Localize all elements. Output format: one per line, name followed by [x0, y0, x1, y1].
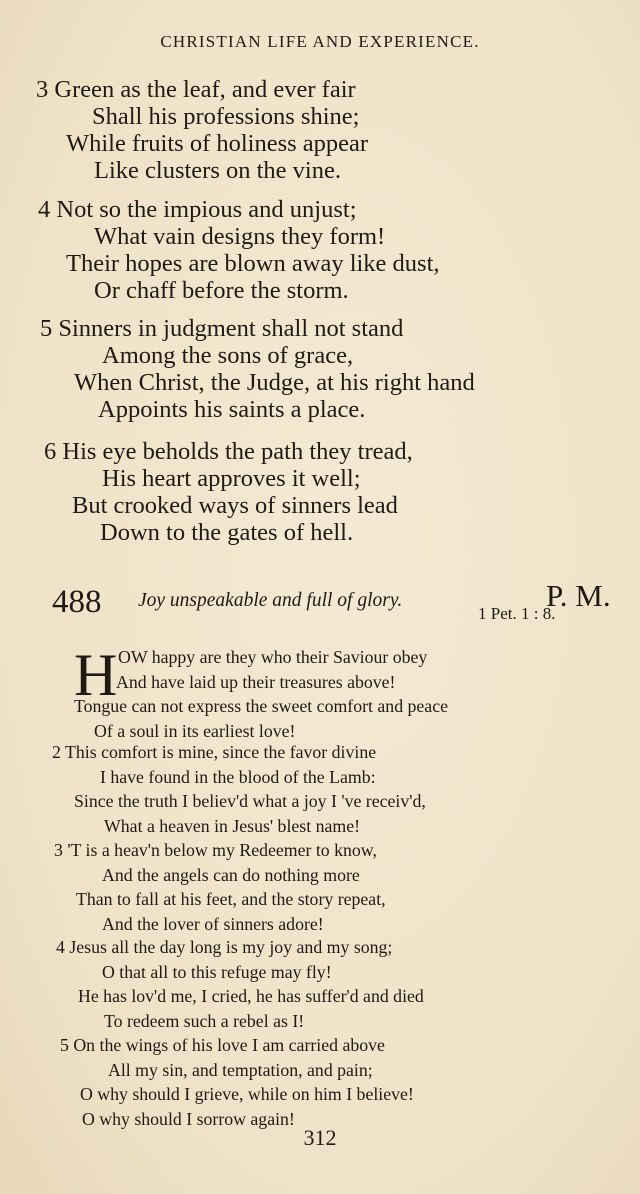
running-header: CHRISTIAN LIFE AND EXPERIENCE.	[160, 32, 480, 51]
verse-line: Green as the leaf, and ever fair	[54, 76, 356, 103]
verse-line: Down to the gates of hell.	[100, 519, 354, 546]
page-number: 312	[303, 1125, 337, 1150]
drop-cap: H	[74, 642, 118, 708]
verse-line: All my sin, and temptation, and pain;	[108, 1059, 373, 1080]
psalm-stanza-4	[0, 196, 640, 304]
hymn-number: 488	[52, 584, 102, 620]
stanza-number: 6	[44, 438, 57, 465]
verse-line: Tongue can not express the sweet comfort and peace	[74, 696, 448, 716]
verse-line: O why should I grieve, while on him I believe!	[80, 1084, 414, 1104]
verse-line: Since the truth I believ'd what a joy I 've receiv'd,	[74, 791, 426, 811]
verse-line: This comfort is mine, since the favor divine	[65, 742, 377, 762]
hymn-title: Joy unspeakable and full of glory.	[138, 590, 403, 611]
verse-line: And the angels can do nothing more	[102, 864, 360, 885]
verse-line: Not so the impious and unjust;	[56, 196, 357, 223]
verse-line: Sinners in judgment shall not stand	[58, 315, 404, 342]
stanza-number: 2	[52, 742, 61, 762]
verse-line: He has lov'd me, I cried, he has suffer'd and died	[78, 986, 424, 1006]
verse-line: Or chaff before the storm.	[94, 277, 349, 304]
stanza-number: 3	[36, 76, 49, 103]
verse-line: To redeem such a rebel as I!	[104, 1010, 305, 1031]
verse-line: O that all to this refuge may fly!	[102, 961, 332, 982]
verse-line: Their hopes are blown away like dust,	[66, 250, 440, 277]
verse-line: What a heaven in Jesus' blest name!	[104, 815, 361, 836]
verse-line: Jesus all the day long is my joy and my song;	[69, 937, 393, 957]
verse-line: His eye beholds the path they tread,	[62, 438, 413, 465]
verse-line: While fruits of holiness appear	[66, 130, 369, 157]
verse-line: What vain designs they form!	[94, 223, 386, 250]
psalm-stanza-3	[0, 76, 640, 184]
psalm-stanza-6	[0, 438, 640, 546]
stanza-number: 4	[56, 937, 65, 957]
verse-line: Than to fall at his feet, and the story repeat,	[76, 889, 386, 909]
hymn-stanza-3	[0, 838, 640, 936]
hymn-stanza-1	[0, 642, 640, 743]
verse-line: Like clusters on the vine.	[94, 157, 341, 184]
verse-line: His heart approves it well;	[102, 465, 361, 492]
verse-line: When Christ, the Judge, at his right hand	[74, 369, 475, 396]
verse-line: Appoints his saints a place.	[98, 396, 366, 423]
hymn-stanza-5	[0, 1033, 640, 1131]
verse-line: I have found in the blood of the Lamb:	[100, 766, 376, 787]
verse-line: OW happy are they who their Saviour obey	[118, 647, 428, 667]
stanza-number: 5	[60, 1035, 69, 1055]
verse-line: But crooked ways of sinners lead	[72, 492, 398, 519]
hymn-heading	[0, 578, 640, 628]
verse-line: 'T is a heav'n below my Redeemer to know,	[67, 840, 377, 860]
verse-line: And the lover of sinners adore!	[102, 913, 324, 934]
stanza-number: 3	[54, 840, 63, 860]
scripture-reference: 1 Pet. 1 : 8.	[478, 604, 556, 623]
verse-line: Of a soul in its earliest love!	[94, 720, 296, 741]
verse-line: And have laid up their treasures above!	[116, 671, 396, 692]
stanza-number: 4	[38, 196, 51, 223]
verse-line: Shall his professions shine;	[92, 103, 360, 130]
verse-line: On the wings of his love I am carried above	[73, 1035, 385, 1055]
verse-line: Among the sons of grace,	[102, 342, 354, 369]
hymn-stanza-2	[0, 740, 640, 838]
psalm-stanza-5	[0, 315, 640, 423]
hymn-meter: P. M.	[546, 578, 611, 613]
verse-line: O why should I sorrow again!	[82, 1108, 295, 1129]
stanza-number: 5	[40, 315, 53, 342]
hymn-stanza-4	[0, 935, 640, 1033]
